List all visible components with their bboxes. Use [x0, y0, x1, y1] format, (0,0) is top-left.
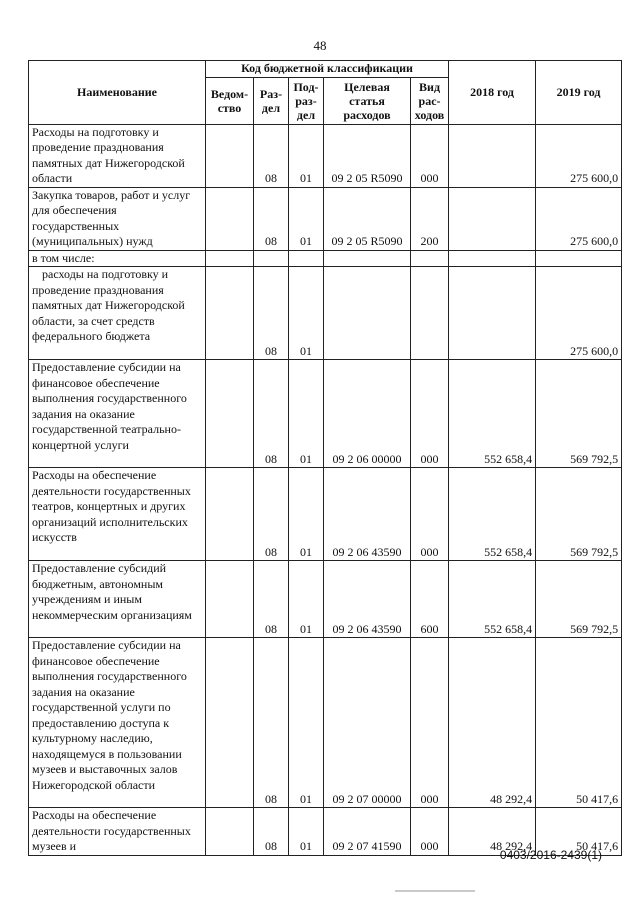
- row-name: Расходы на подготовку и проведение празднования памятных дат Нижегородской области: [29, 124, 206, 187]
- header-name: Наименование: [29, 61, 206, 125]
- header-dept: Ведом-ство: [206, 77, 254, 124]
- header-target: Целевая статья расходов: [324, 77, 411, 124]
- row-2019: 569 792,5: [536, 468, 622, 561]
- row-subsection: 01: [289, 468, 324, 561]
- row-subsection: 01: [289, 360, 324, 468]
- table-row: [29, 468, 622, 561]
- row-target: 09 2 06 43590: [324, 468, 411, 561]
- header-exp-type: Вид рас-ходов: [411, 77, 449, 124]
- row-2018: [449, 187, 536, 250]
- row-2019: 275 600,0: [536, 267, 622, 360]
- row-exp-type: [411, 267, 449, 360]
- row-section: 08: [254, 561, 289, 638]
- row-2018: 48 292,4: [449, 638, 536, 808]
- row-2019: 275 600,0: [536, 124, 622, 187]
- row-section: 08: [254, 360, 289, 468]
- row-exp-type: 000: [411, 360, 449, 468]
- row-exp-type: 000: [411, 124, 449, 187]
- row-exp-type: 200: [411, 187, 449, 250]
- row-name: Закупка товаров, работ и услуг для обеспечения государственных (муниципальных) нужд: [29, 187, 206, 250]
- table-row: [29, 561, 622, 638]
- row-target: 09 2 05 R5090: [324, 124, 411, 187]
- row-dept: [206, 561, 254, 638]
- table-row: [29, 638, 622, 808]
- row-exp-type: 000: [411, 638, 449, 808]
- row-2018: 552 658,4: [449, 468, 536, 561]
- row-section: 08: [254, 638, 289, 808]
- row-subsection: [289, 250, 324, 267]
- row-2018: [449, 267, 536, 360]
- table-row: [29, 250, 622, 267]
- row-exp-type: 600: [411, 561, 449, 638]
- document-code: 0403/2016-2439(1): [499, 848, 602, 862]
- table-row: [29, 360, 622, 468]
- row-target: 09 2 06 00000: [324, 360, 411, 468]
- row-exp-type: [411, 250, 449, 267]
- row-dept: [206, 638, 254, 808]
- row-name: в том числе:: [29, 250, 206, 267]
- row-dept: [206, 187, 254, 250]
- row-section: [254, 250, 289, 267]
- row-section: 08: [254, 187, 289, 250]
- row-target: 09 2 07 00000: [324, 638, 411, 808]
- row-dept: [206, 808, 254, 856]
- header-section: Раз-дел: [254, 77, 289, 124]
- row-2019: 569 792,5: [536, 561, 622, 638]
- row-name: Предоставление субсидии на финансовое обеспечение выполнения государственного задания на оказание государственной театрально-концертной услуги: [29, 360, 206, 468]
- row-section: 08: [254, 808, 289, 856]
- row-section: 08: [254, 267, 289, 360]
- table-row: [29, 187, 622, 250]
- row-2019: 50 417,6: [536, 638, 622, 808]
- row-name: Расходы на обеспечение деятельности государственных музеев и: [29, 808, 206, 856]
- row-subsection: 01: [289, 187, 324, 250]
- row-target: [324, 267, 411, 360]
- row-dept: [206, 468, 254, 561]
- row-exp-type: 000: [411, 468, 449, 561]
- row-2019: 569 792,5: [536, 360, 622, 468]
- row-subsection: 01: [289, 124, 324, 187]
- row-dept: [206, 360, 254, 468]
- row-dept: [206, 124, 254, 187]
- row-name: Предоставление субсидии на финансовое обеспечение выполнения государственного задания на оказание государственной услуги по предоставлению доступа к культурному наследию, находящемуся в пользовании музеев и выставочных залов Нижегородской области: [29, 638, 206, 808]
- row-2018: [449, 124, 536, 187]
- header-2018: 2018 год: [449, 61, 536, 125]
- row-2018: 48 292,4: [449, 808, 536, 856]
- row-section: 08: [254, 468, 289, 561]
- row-2018: 552 658,4: [449, 360, 536, 468]
- row-target: 09 2 07 41590: [324, 808, 411, 856]
- row-exp-type: 000: [411, 808, 449, 856]
- table-row: [29, 267, 622, 360]
- row-name: расходы на подготовку и проведение празднования памятных дат Нижегородской области, за счет средств федерального бюджета: [29, 267, 206, 360]
- row-subsection: 01: [289, 808, 324, 856]
- row-2018: 552 658,4: [449, 561, 536, 638]
- row-section: 08: [254, 124, 289, 187]
- row-subsection: 01: [289, 638, 324, 808]
- row-dept: [206, 250, 254, 267]
- header-2019: 2019 год: [536, 61, 622, 125]
- table-row: [29, 124, 622, 187]
- row-2018: [449, 250, 536, 267]
- row-target: 09 2 05 R5090: [324, 187, 411, 250]
- header-code-group: Код бюджетной классификации: [206, 61, 449, 78]
- budget-classification-table: [28, 60, 622, 856]
- header-subsection: Под-раз-дел: [289, 77, 324, 124]
- row-2019: [536, 250, 622, 267]
- row-subsection: 01: [289, 267, 324, 360]
- scan-artifact: [395, 890, 475, 892]
- row-name: Расходы на обеспечение деятельности государственных театров, концертных и других организаций исполнительских искусств: [29, 468, 206, 561]
- page-number: 48: [313, 38, 327, 53]
- row-target: [324, 250, 411, 267]
- row-target: 09 2 06 43590: [324, 561, 411, 638]
- row-subsection: 01: [289, 561, 324, 638]
- row-name: Предоставление субсидий бюджетным, автономным учреждениям и иным некоммерческим организациям: [29, 561, 206, 638]
- row-2019: 50 417,6: [536, 808, 622, 856]
- row-dept: [206, 267, 254, 360]
- row-2019: 275 600,0: [536, 187, 622, 250]
